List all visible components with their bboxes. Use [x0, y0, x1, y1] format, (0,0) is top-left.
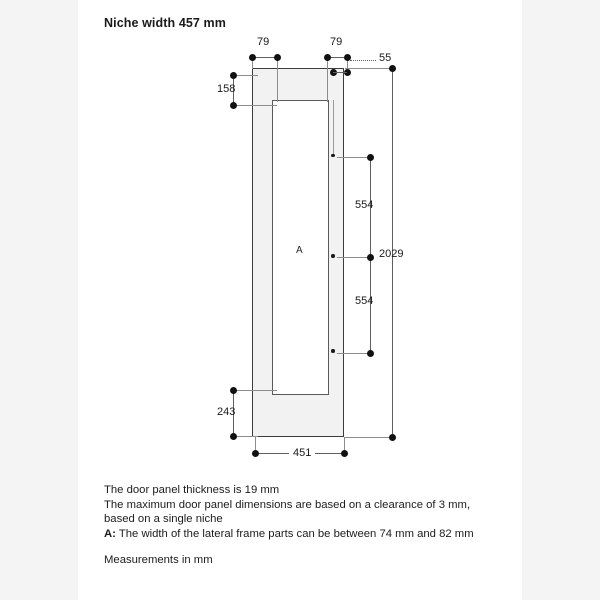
ext-line-right-554u: [337, 157, 370, 158]
hinge-axis-line: [333, 100, 334, 156]
notes-block: [104, 483, 504, 541]
hinge-axis-dot: [331, 154, 334, 157]
ext-line-left-243-top: [233, 390, 277, 391]
dim-label-top-right-79: 79: [330, 36, 343, 48]
dim-dot-top-right-a: [324, 54, 331, 61]
fixing-dot-middle: [331, 254, 334, 257]
page-title: Niche width 457 mm: [104, 16, 226, 30]
dim-label-offset-55: 55: [379, 52, 392, 64]
dim-dot-top-left-b: [274, 54, 281, 61]
dim-dot-left-158-top: [230, 72, 237, 79]
note-line-3: based on a single niche: [104, 513, 223, 526]
note-line-1: The door panel thickness is 19 mm: [104, 484, 280, 496]
units-note: Measurements in mm: [104, 554, 213, 566]
dim-dot-top-left-a: [249, 54, 256, 61]
dim-dot-left-243-bottom: [230, 433, 237, 440]
ext-line-right-lower: [337, 353, 370, 354]
leader-dotted-55: [350, 60, 376, 61]
dim-dot-right-mid: [367, 254, 374, 261]
dim-label-right-554-upper: 554: [355, 199, 374, 211]
dim-dot-right-554u-top: [367, 154, 374, 161]
ext-line-overall-bottom: [345, 437, 392, 438]
dim-dot-bottom-left: [252, 450, 259, 457]
dim-label-left-158: 158: [217, 83, 236, 95]
dim-line-offset-55: [333, 72, 347, 73]
dim-label-left-243: 243: [217, 406, 236, 418]
dim-dot-left-243-top: [230, 387, 237, 394]
dim-label-right-554-lower: 554: [355, 295, 374, 307]
ext-line-right-mid: [337, 257, 370, 258]
dim-dot-overall-top: [389, 65, 396, 72]
note-line-4: [104, 527, 504, 542]
dim-dot-overall-bottom: [389, 434, 396, 441]
ext-line-top-right-a: [327, 57, 328, 102]
panel-label-a: A: [296, 245, 303, 256]
ext-line-left-158-top: [233, 75, 258, 76]
dim-dot-left-158-bottom: [230, 102, 237, 109]
dim-label-bottom-451: 451: [289, 447, 315, 459]
note-line-4-text: The width of the lateral frame parts can be between 74 mm and 82 mm: [115, 527, 474, 540]
ext-line-top-left-b: [277, 57, 278, 102]
ext-line-overall-top: [345, 68, 392, 69]
ext-line-left-158-bottom: [233, 105, 277, 106]
dim-dot-bottom-right: [341, 450, 348, 457]
note-line-2: The maximum door panel dimensions are based on a clearance of 3 mm,: [104, 498, 471, 511]
note-line-4-label: A:: [104, 527, 116, 540]
dim-label-overall-2029: 2029: [379, 248, 404, 260]
dim-label-top-left-79: 79: [257, 36, 270, 48]
fixing-dot-lower: [331, 349, 334, 352]
dim-dot-right-lower: [367, 350, 374, 357]
